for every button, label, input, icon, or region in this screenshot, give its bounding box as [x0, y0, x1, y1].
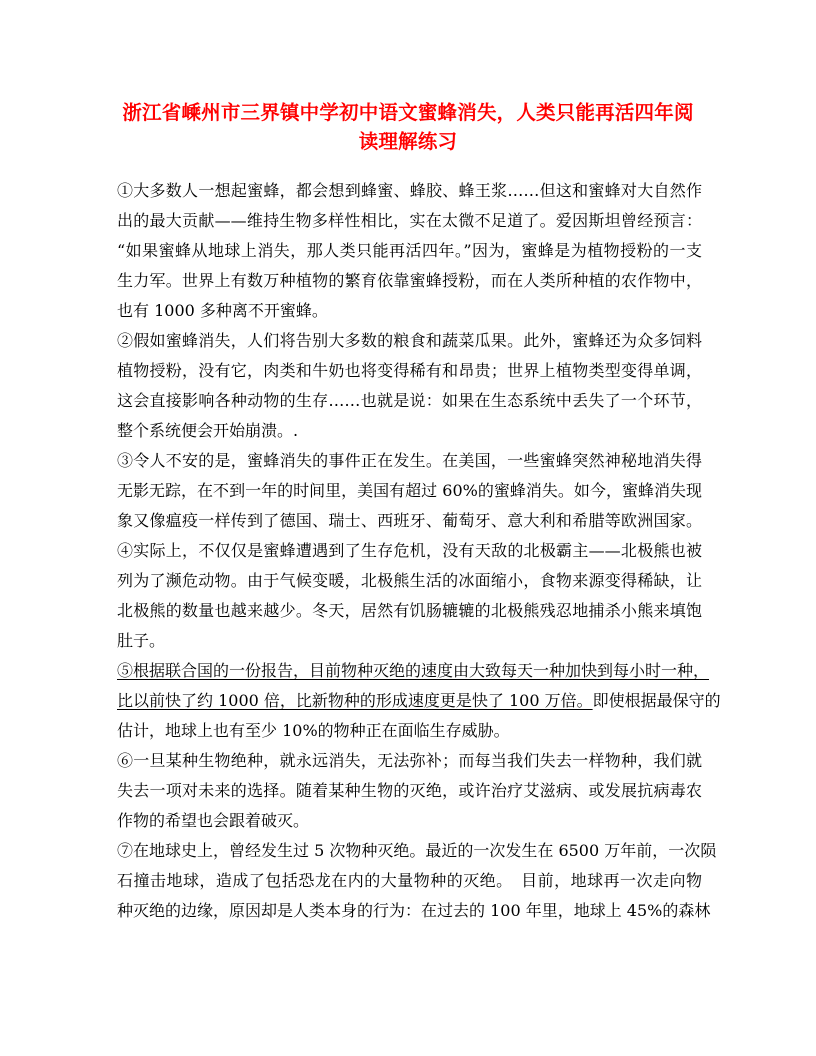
- underlined-text: ⑤根据联合国的一份报告，目前物种灭绝的速度由大致每天一种加快到每小时一种，: [117, 661, 710, 680]
- text-line: ①大多数人一想起蜜蜂，都会想到蜂蜜、蜂胶、蜂王浆……但这和蜜蜂对大自然作: [117, 181, 702, 200]
- text-line: 失去一项对未来的选择。随着某种生物的灭绝，或许治疗艾滋病、或发展抗病毒农: [117, 781, 702, 800]
- text-line: 作物的希望也会跟着破灭。: [117, 811, 310, 830]
- text-line: 植物授粉，没有它，肉类和牛奶也将变得稀有和昂贵；世界上植物类型变得单调，: [117, 361, 702, 380]
- article-body: [117, 176, 721, 926]
- text-line: ⑦在地球史上，曾经发生过 5 次物种灭绝。最近的一次发生在 6500 万年前，一次陨: [117, 841, 717, 860]
- text-line: “如果蜜蜂从地球上消失，那人类只能再活四年。”因为，蜜蜂是为植物授粉的一支: [117, 241, 702, 260]
- title-line-2: 读理解练习: [358, 130, 458, 153]
- text-line: ④实际上，不仅仅是蜜蜂遭遇到了生存危机，没有天敌的北极霸主——北极熊也被: [117, 541, 702, 560]
- plain-text: 即使根据最保守的: [592, 691, 721, 710]
- text-line: 估计，地球上也有至少 10%的物种正在面临生存威胁。: [117, 721, 510, 740]
- text-line: 北极熊的数量也越来越少。冬天，居然有饥肠辘辘的北极熊残忍地捕杀小熊来填饱: [117, 601, 702, 620]
- text-line: [117, 686, 721, 716]
- title-line-1: 浙江省嵊州市三界镇中学初中语文蜜蜂消失，人类只能再活四年阅: [122, 101, 694, 124]
- text-line: ③令人不安的是，蜜蜂消失的事件正在发生。在美国，一些蜜蜂突然神秘地消失得: [117, 451, 702, 470]
- document-title: [110, 98, 706, 156]
- text-line: 也有 1000 多种离不开蜜蜂。: [117, 301, 328, 320]
- text-line: 无影无踪，在不到一年的时间里，美国有超过 60%的蜜蜂消失。如今，蜜蜂消失现: [117, 481, 702, 500]
- text-line: 肚子。: [117, 631, 166, 650]
- text-line: 石撞击地球，造成了包括恐龙在内的大量物种的灭绝。 目前，地球再一次走向物: [117, 871, 702, 890]
- text-line: ⑥一旦某种生物绝种，就永远消失，无法弥补；而每当我们失去一样物种，我们就: [117, 751, 702, 770]
- text-line: 出的最大贡献——维持生物多样性相比，实在太微不足道了。爱因斯坦曾经预言：: [117, 211, 702, 230]
- text-line: 整个系统便会开始崩溃。.: [117, 421, 299, 440]
- text-line: 种灭绝的边缘，原因却是人类本身的行为：在过去的 100 年里，地球上 45%的森林: [117, 901, 711, 920]
- underlined-text: 比以前快了约 1000 倍，比新物种的形成速度更是快了 100 万倍。: [117, 691, 593, 710]
- text-line: 象又像瘟疫一样传到了德国、瑞士、西班牙、葡萄牙、意大利和希腊等欧洲国家。: [117, 511, 702, 530]
- text-line: 生力军。世界上有数万种植物的繁育依靠蜜蜂授粉，而在人类所种植的农作物中，: [117, 271, 702, 290]
- text-line: [117, 656, 710, 686]
- text-line: 这会直接影响各种动物的生存……也就是说：如果在生态系统中丢失了一个环节，: [117, 391, 702, 410]
- text-line: 列为了濒危动物。由于气候变暖，北极熊生活的冰面缩小，食物来源变得稀缺，让: [117, 571, 702, 590]
- text-line: ②假如蜜蜂消失，人们将告别大多数的粮食和蔬菜瓜果。此外，蜜蜂还为众多饲料: [117, 331, 702, 350]
